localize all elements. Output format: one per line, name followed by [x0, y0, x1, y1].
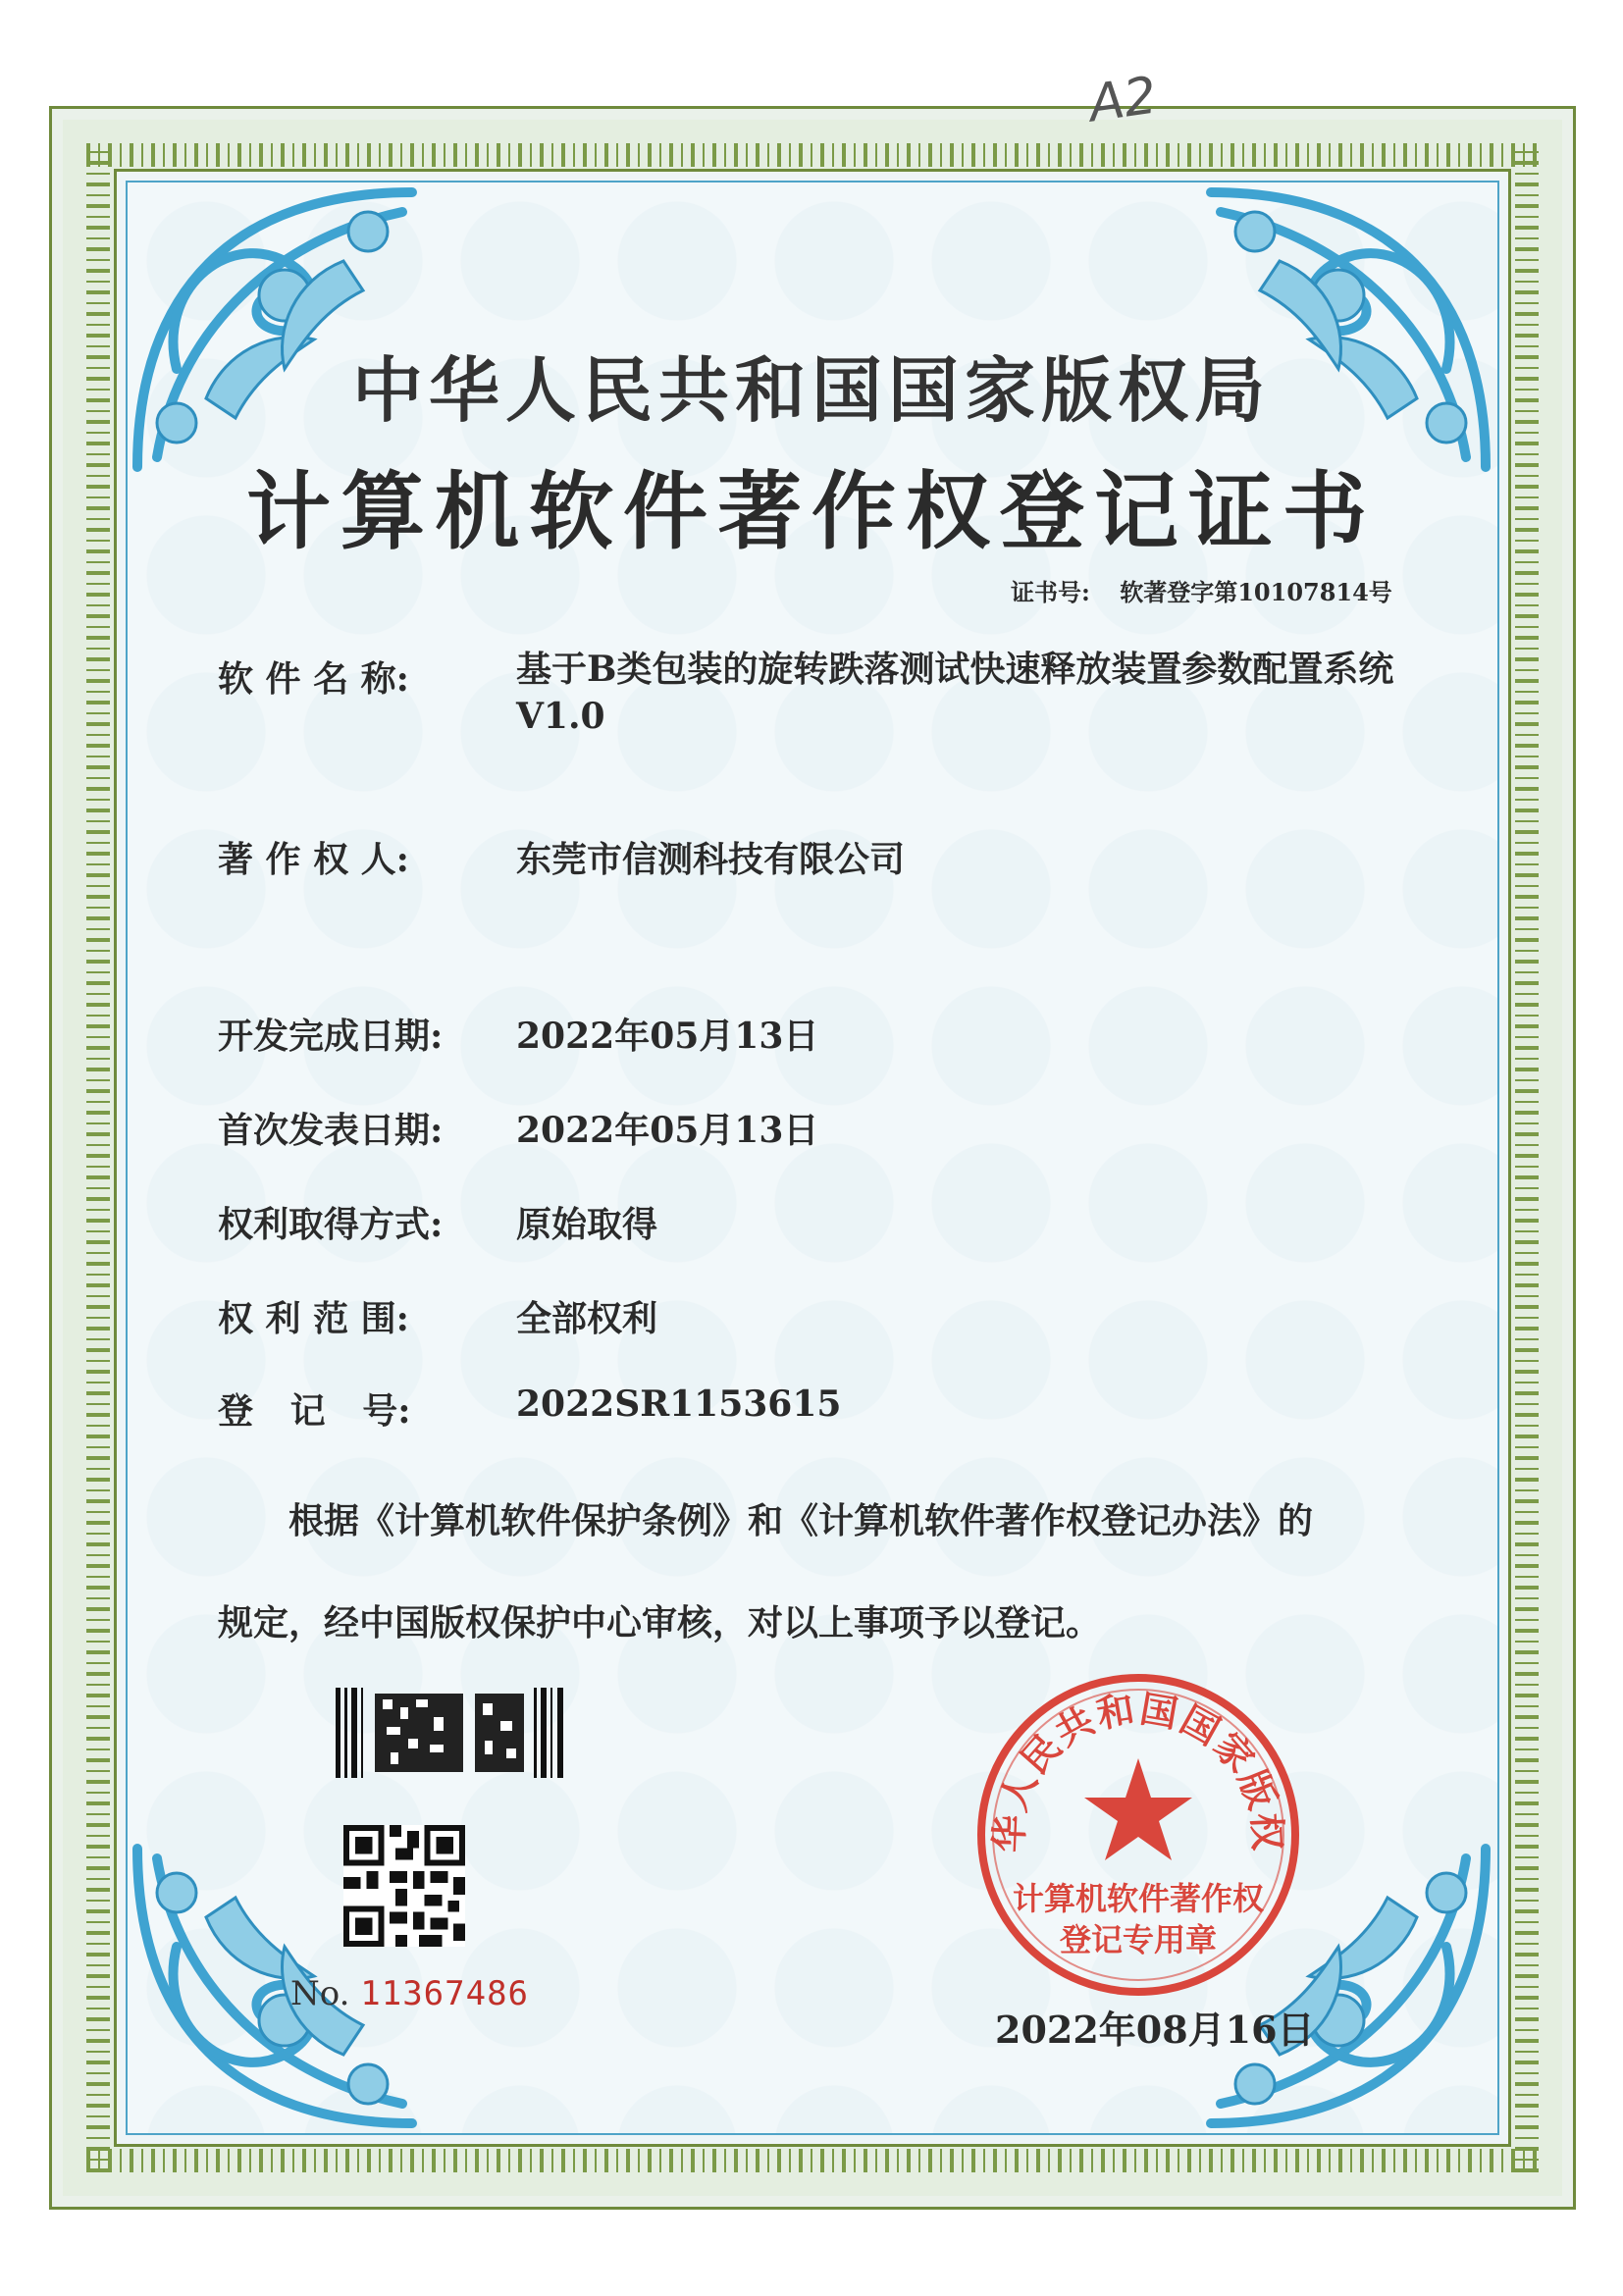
software-name-label: 软 件 名 称:: [218, 658, 409, 700]
serial-prefix: No.: [290, 1974, 350, 2013]
scope-value: 全部权利: [516, 1298, 658, 1339]
owner-value: 东莞市信测科技有限公司: [516, 839, 906, 880]
authority-title: 中华人民共和国国家版权局: [351, 348, 1271, 432]
serial-number-value: 11367486: [360, 1974, 530, 2013]
owner-label: 著 作 权 人:: [218, 839, 409, 880]
serial-number: [290, 1974, 529, 2013]
dev-date-label: 开发完成日期:: [218, 1016, 444, 1057]
certificate-number-label: 证书号:: [1011, 578, 1090, 606]
certificate-number-value: 软著登字第10107814号: [1120, 578, 1392, 606]
software-name-value-block: [516, 646, 1468, 740]
registration-value: 2022SR1153615: [516, 1383, 842, 1425]
pub-date-value: 2022年05月13日: [516, 1110, 819, 1151]
body-line-2: 规定，经中国版权保护中心审核，对以上事项予以登记。: [218, 1602, 1102, 1644]
handwritten-mark: A2: [1085, 66, 1161, 134]
seal-text-line-2: 登记专用章: [1059, 1921, 1217, 1958]
issue-date: 2022年08月16日: [995, 2008, 1315, 2052]
official-seal: [971, 1668, 1305, 2002]
registration-label: 登 记 号:: [218, 1390, 411, 1432]
acquisition-label: 权利取得方式:: [218, 1204, 444, 1245]
certificate-body-text: [218, 1470, 1454, 1674]
certificate-title: 计算机软件著作权登记证书: [246, 462, 1377, 561]
software-name-value: 基于B类包装的旋转跌落测试快速释放装置参数配置系统: [516, 649, 1394, 690]
software-version: V1.0: [516, 696, 605, 737]
certificate-number: [1011, 573, 1392, 607]
seal-text-line-1: 计算机软件著作权: [1012, 1880, 1264, 1917]
seal-ring-text: 华人民共和国国家版权: [987, 1687, 1289, 1853]
acquisition-value: 原始取得: [516, 1204, 658, 1245]
barcode: [336, 1688, 563, 1778]
dev-date-value: 2022年05月13日: [516, 1016, 819, 1057]
pub-date-label: 首次发表日期:: [218, 1110, 444, 1151]
body-line-1: 根据《计算机软件保护条例》和《计算机软件著作权登记办法》的: [288, 1500, 1314, 1541]
qr-code: [343, 1825, 465, 1947]
scope-label: 权 利 范 围:: [218, 1298, 409, 1339]
